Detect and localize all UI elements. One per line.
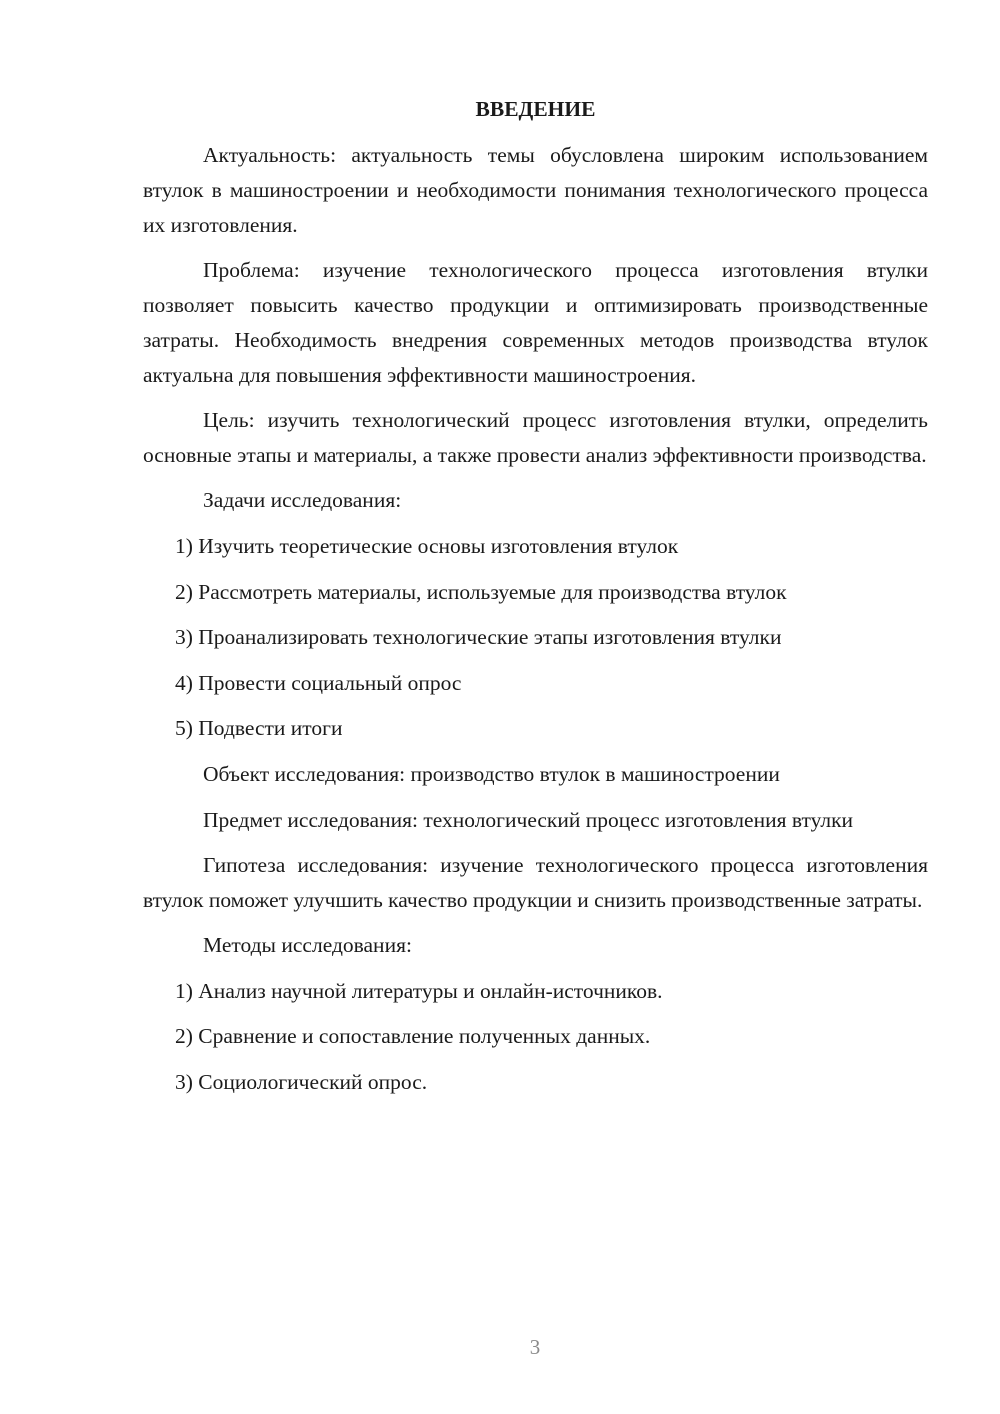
task-item: 1) Изучить теоретические основы изготовления втулок [175,534,679,558]
task-item: 3) Проанализировать технологические этапы изготовления втулки [175,625,782,649]
page-content [143,92,928,1110]
method-item: 2) Сравнение и сопоставление полученных данных. [175,1024,651,1048]
object-line: Объект исследования: производство втулок в машиностроении [203,761,780,786]
methods-title: Методы исследования: [203,932,412,957]
tasks-title: Задачи исследования: [203,488,402,512]
method-item: 3) Социологический опрос. [175,1069,428,1094]
task-item: 4) Провести социальный опрос [175,670,462,695]
relevance-paragraph: Актуальность: актуальность темы обусловлена широким использованием втулок в машиностроении и необходимости понимания технологического процесса их изготовления. [143,143,928,237]
tasks-list [143,529,928,746]
task-item: 2) Рассмотреть материалы, используемые для производства втулок [175,579,787,604]
task-item: 5) Подвести итоги [175,716,343,740]
goal-paragraph: Цель: изучить технологический процесс изготовления втулки, определить основные этапы и материалы, а также провести анализ эффективности производства. [143,408,928,467]
page-number: 3 [529,1335,541,1359]
methods-list [143,974,928,1100]
method-item: 1) Анализ научной литературы и онлайн-источников. [175,978,663,1003]
hypothesis-paragraph: Гипотеза исследования: изучение технологического процесса изготовления втулок поможет улучшить качество продукции и снизить производственные затраты. [143,852,928,912]
section-heading: ВВЕДЕНИЕ [475,97,596,121]
subject-paragraph: Предмет исследования: технологический процесс изготовления втулки [203,807,854,832]
problem-paragraph: Проблема: изучение технологического процесса изготовления втулки позволяет повысить качество продукции и оптимизировать производственные затраты. Необходимость внедрения современных методов производства втулок актуальна для повышения эффективности машиностроения. [143,258,928,387]
